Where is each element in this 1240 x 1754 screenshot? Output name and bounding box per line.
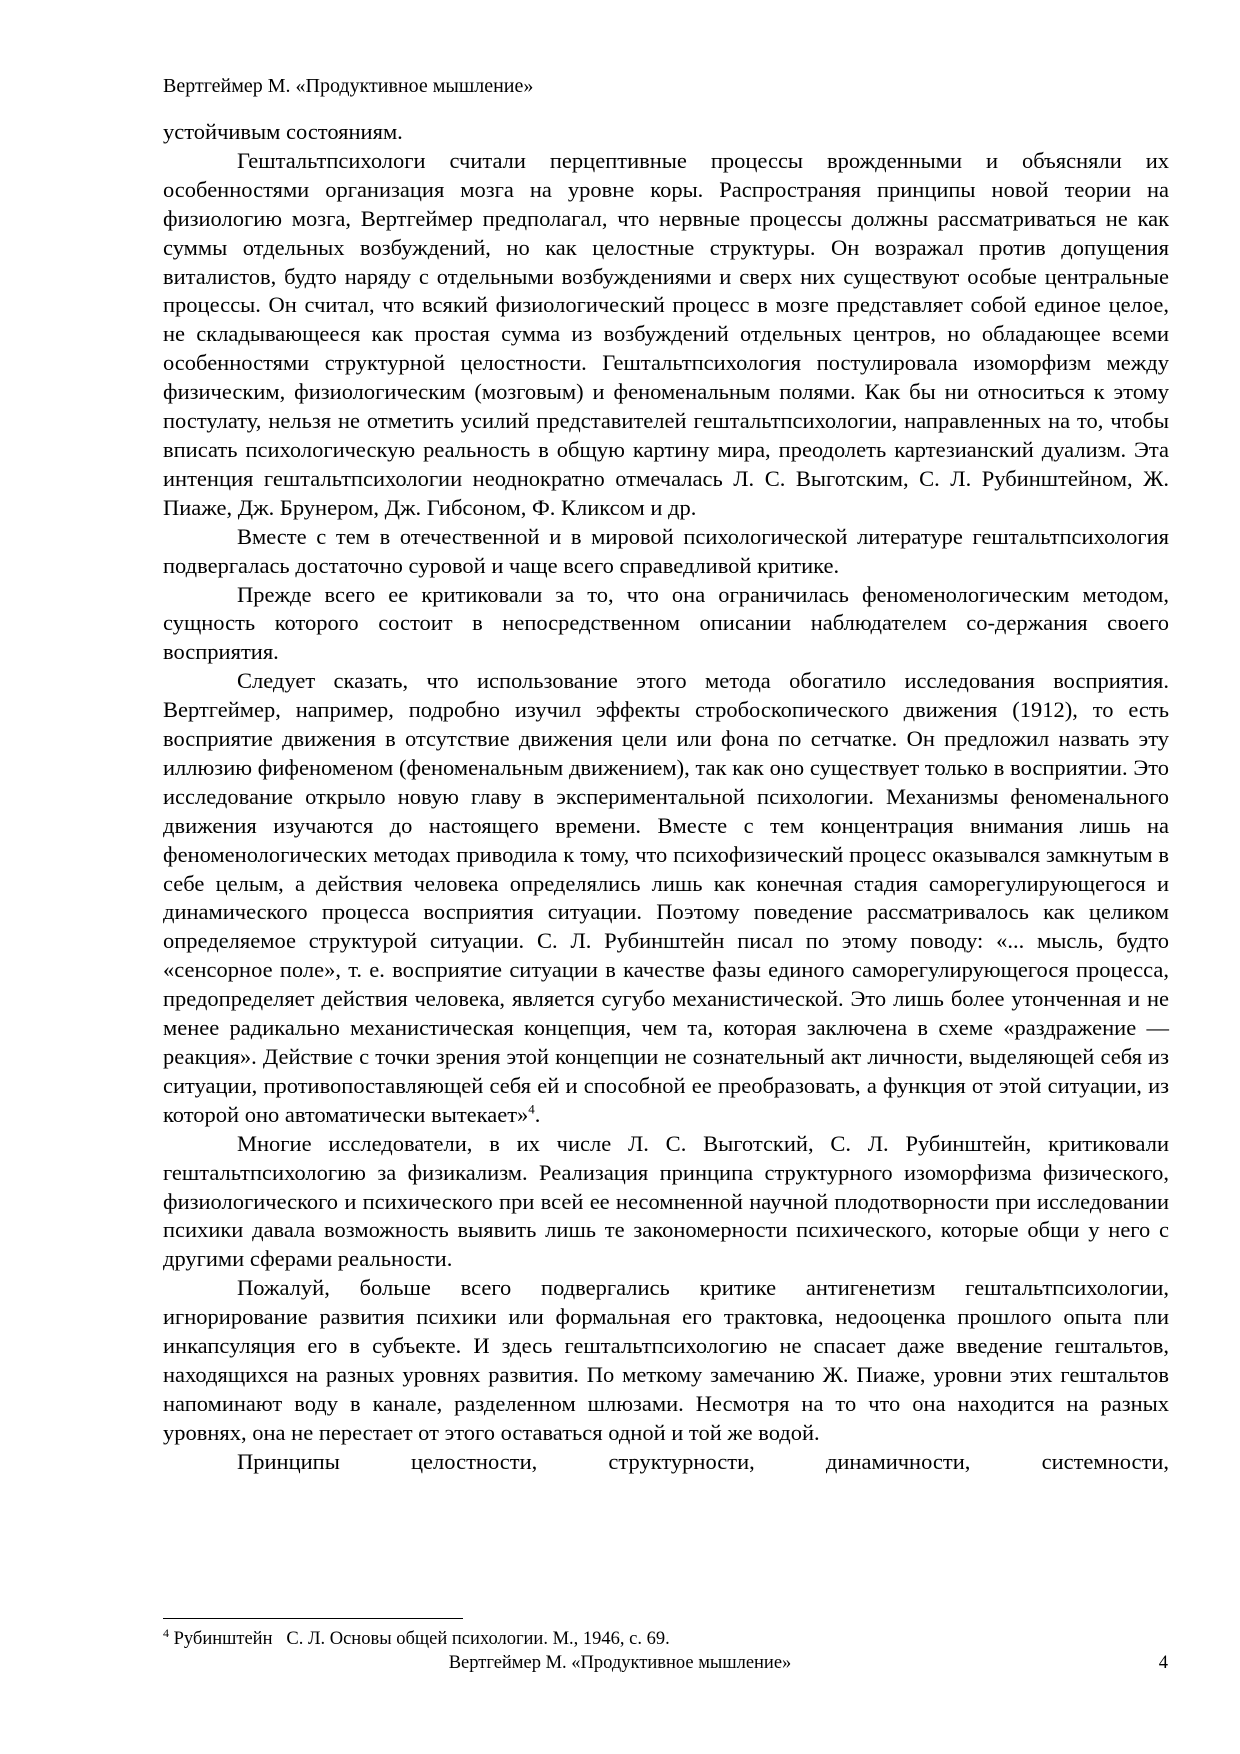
paragraph-3: Вместе с тем в отечественной и в мировой психологической литературе гештальтпсихология подвергалась достаточно суровой и чаще всего справедливой критике. (163, 523, 1169, 578)
paragraph-4: Прежде всего ее критиковали за то, что она ограничилась феноменологическим методом, сущность которого состоит в непосредственном описании наблюдателем со-держания своего восприятия. (163, 581, 1169, 665)
footnote-separator (163, 1618, 463, 1619)
paragraph-2: Гештальтпсихологи считали перцептивные процессы врожденными и объясняли их особенностями организация мозга на уровне коры. Распространяя принципы новой теории на физиологию мозга, Вертгеймер предполагал, что нервные процессы должны рассматриваться не как суммы отдельных возбуждений, но как целостные структуры. Он возражал против допущения виталистов, будто наряду с отдельными возбуждениями и сверх них существуют особые центральные процессы. Он считал, что всякий физиологический процесс в мозге представляет собой единое целое, не складывающееся как простая сумма из возбуждений отдельных центров, но обладающее всеми особенностями структурной целостности. Гештальтпсихология постулировала изоморфизм между физическим, физиологическим (мозговым) и феноменальным полями. Как бы ни относиться к этому постулату, нельзя не отметить усилий представителей гештальтпсихологии, направленных на то, чтобы вписать психологическую реальность в общую картину мира, преодолеть картезианский дуализм. Эта интенция гештальтпсихологии неоднократно отмечалась Л. С. Выготским, С. Л. Рубинштейном, Ж. Пиаже, Дж. Брунером, Дж. Гибсоном, Ф. Кликсом и др. (163, 147, 1169, 520)
running-footer: Вертгеймер М. «Продуктивное мышление» (448, 1653, 792, 1673)
page-number: 4 (1158, 1653, 1168, 1673)
paragraph-5 (163, 667, 1169, 1130)
paragraph-8: Принципы целостности, структурности, динамичности, системности, (237, 1448, 1169, 1474)
footnote-reference[interactable]: 4 (528, 1101, 535, 1117)
body-text (163, 118, 1169, 1477)
footnote-number: 4 (163, 1625, 169, 1640)
paragraph-5-tail: . (534, 1101, 541, 1127)
paragraph-1: устойчивым состояниям. (163, 119, 403, 144)
paragraph-7: Пожалуй, больше всего подвергались критике антигенетизм гештальтпсихологии, игнорирование развития психики или формальная его трактовка, недооценка прошлого опыта пли инкапсуляция его в субъекте. И здесь гештальтпсихологию не спасает даже введение гештальтов, находящихся на разных уровнях развития. По меткому замечанию Ж. Пиаже, уровни этих гештальтов напоминают воду в канале, разделенном шлюзами. Несмотря на то что она находится на разных уровнях, она не перестает от этого оставаться одной и той же водой. (163, 1275, 1169, 1445)
footnote (163, 1625, 1163, 1650)
paragraph-6: Многие исследователи, в их числе Л. С. Выготский, С. Л. Рубинштейн, критиковали гештальтпсихологию за физикализм. Реализация принципа структурного изоморфизма физического, физиологического и психического при всей ее несомненной научной плодотворности при исследовании психики давала возможность выявить лишь те закономерности психического, которые общи у него с другими сферами реальности. (163, 1130, 1169, 1272)
paragraph-5-text: Следует сказать, что использование этого метода обогатило исследования восприятия. Вертгеймер, например, подробно изучил эффекты стробоскопического движения (1912), то есть восприятие движения в отсутствие движения цели или фона по сетчатке. Он предложил назвать эту иллюзию фифеноменом (феноменальным движением), так как оно существует только в восприятии. Это исследование открыло новую главу в экспериментальной психологии. Механизмы феноменального движения изучаются до настоящего времени. Вместе с тем концентрация внимания лишь на феноменологических методах приводила к тому, что психофизический процесс оказывался замкнутым в себе целым, а действия человека определялись лишь как конечная стадия саморегулирующегося и динамического процесса восприятия ситуации. Поэтому поведение рассматривалось как целиком определяемое структурой ситуации. С. Л. Рубинштейн писал по этому поводу: «... мысль, будто «сенсорное поле», т. е. восприятие ситуации в качестве фазы единого саморегулирующегося процесса, предопределяет действия человека, является сугубо механистической. Это лишь более утонченная и не менее радикально механистическая концепция, чем та, которая заключена в схеме «раздражение — реакция». Действие с точки зрения этой концепции не сознательный акт личности, выделяющей себя из ситуации, противопоставляющей себя ей и способной ее преобразовать, а функция от этой ситуации, из которой оно автоматически вытекает» (163, 668, 1169, 1127)
footnote-text: Рубинштейн С. Л. Основы общей психологии. М., 1946, с. 69. (169, 1629, 670, 1649)
running-header: Вертгеймер М. «Продуктивное мышление» (163, 75, 534, 97)
